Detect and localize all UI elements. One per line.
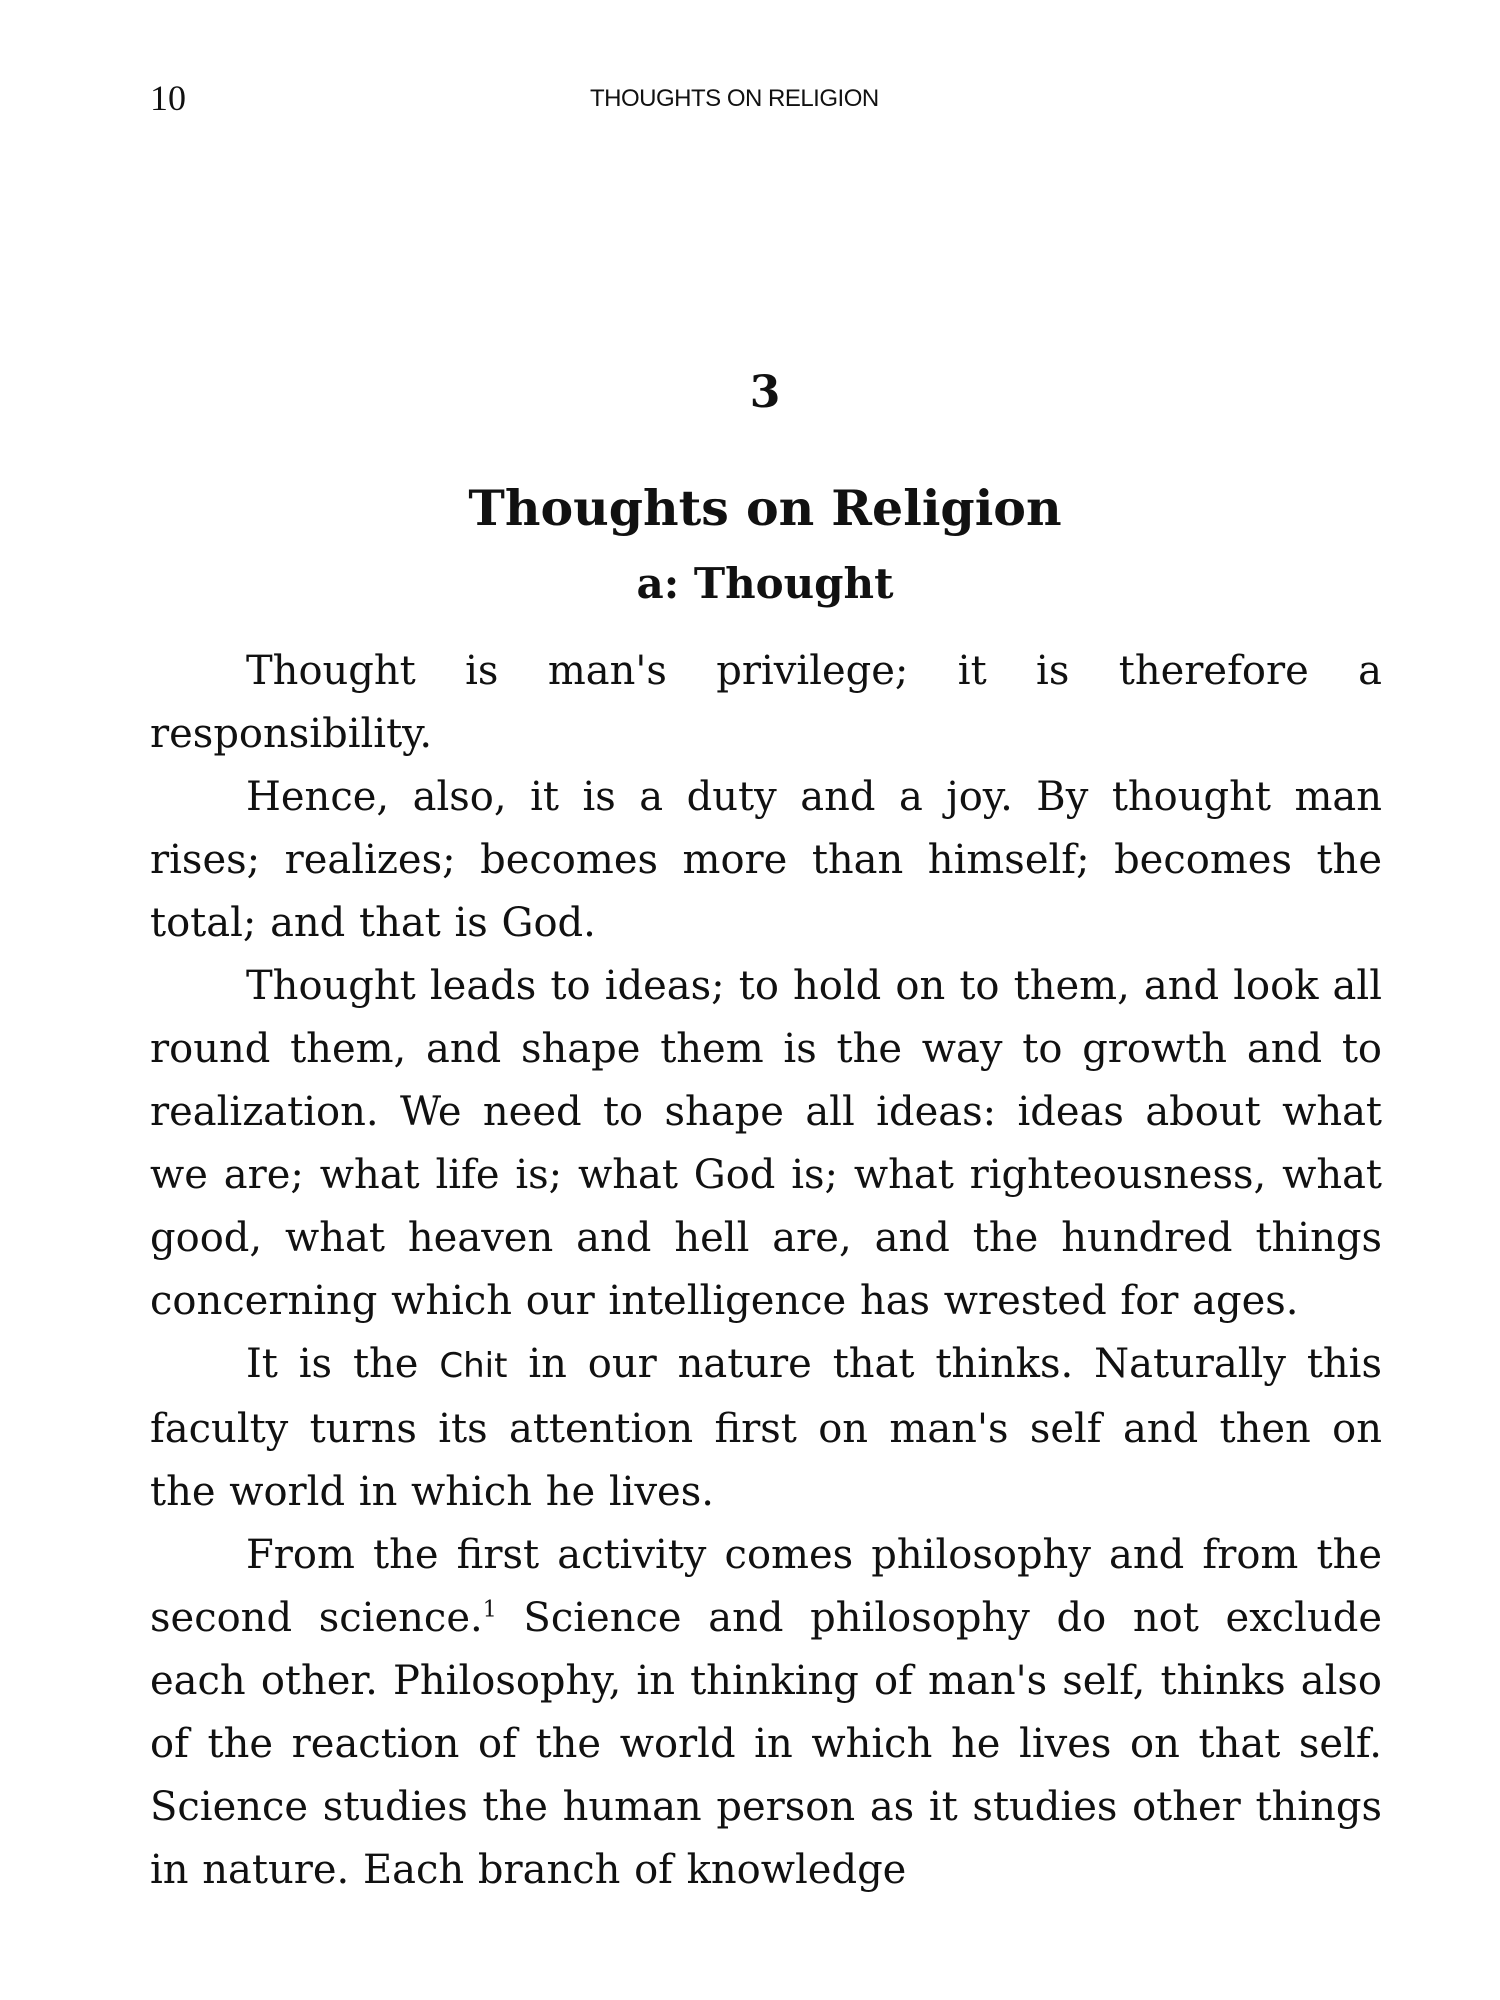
- paragraph-5-text-start: From the first activity comes philosophy and from the second science.: [150, 1532, 1382, 1641]
- section-title: a: Thought: [636, 559, 894, 608]
- paragraph-5: [150, 1524, 1382, 1902]
- paragraph-4: [150, 1333, 1382, 1524]
- running-header: [150, 78, 1380, 118]
- footnote-reference[interactable]: 1: [482, 1597, 497, 1623]
- paragraph-4-text-end: in our nature that thinks. Naturally this faculty turns its attention first on man's self and then on the world in which he lives.: [150, 1341, 1382, 1515]
- paragraph-2: Hence, also, it is a duty and a joy. By thought man rises; realizes; becomes more than himself; becomes the total; and that is God.: [150, 774, 1382, 946]
- chit-term: Chit: [439, 1346, 508, 1386]
- page-number: 10: [150, 78, 186, 118]
- body-text: [150, 640, 1382, 1902]
- chapter-number: 3: [749, 367, 781, 418]
- paragraph-3: Thought leads to ideas; to hold on to them, and look all round them, and shape them is the way to growth and to realization. We need to shape all ideas: ideas about what we are; what life is; what God is; what righteousness, what good, what heaven and hell are, and the hundred things concerning which our intelligence has wrested for ages.: [150, 963, 1382, 1324]
- running-title: THOUGHTS ON RELIGION: [590, 85, 879, 112]
- chapter-title: Thoughts on Religion: [468, 479, 1062, 537]
- paragraph-1: Thought is man's privilege; it is therefore a responsibility.: [150, 648, 1382, 757]
- paragraph-4-text-start: It is the: [246, 1341, 440, 1387]
- paragraph-5-text-end: Science and philosophy do not exclude each other. Philosophy, in thinking of man's self, thinks also of the reaction of the world in which he lives on that self. Science studies the human person as it studies other things in nature. Each branch of knowledge: [150, 1595, 1382, 1893]
